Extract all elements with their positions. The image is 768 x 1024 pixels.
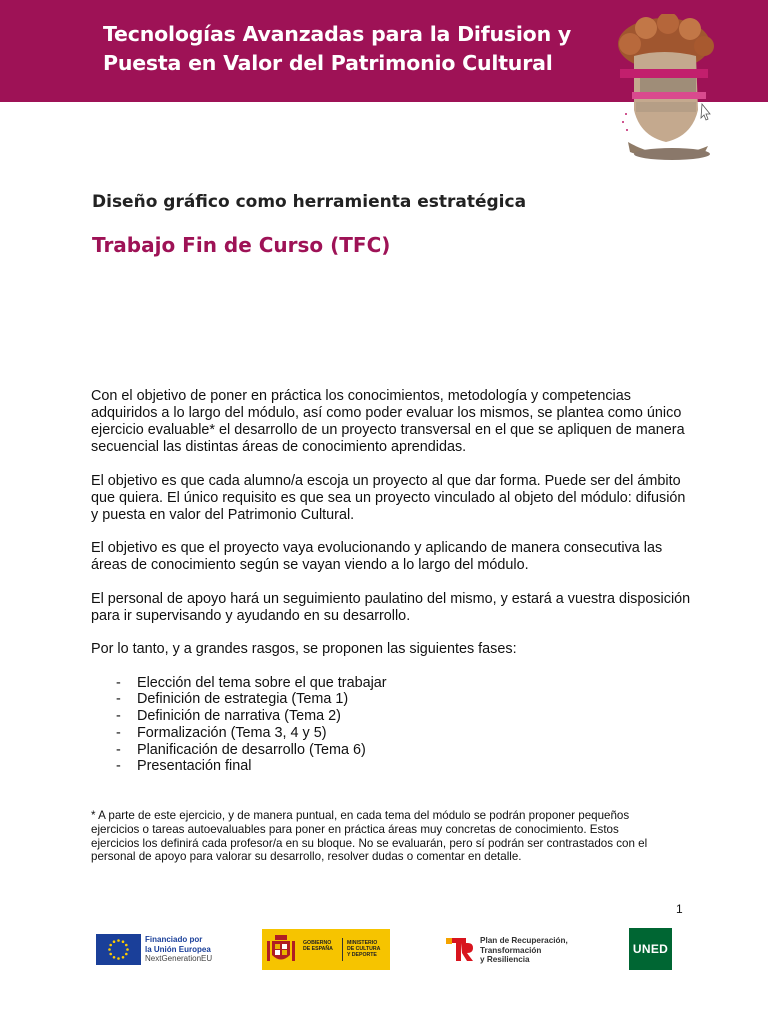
list-item (91, 758, 691, 775)
bust-glitch-band-2 (632, 92, 706, 99)
list-marker: - (116, 741, 121, 758)
ministry-text-line-2: DE CULTURA (347, 946, 381, 952)
cursor-icon (701, 104, 710, 120)
paragraph: El personal de apoyo hará un seguimiento paulatino del mismo, y estará a vuestra disposición para ir supervisando y ayudando en su desarrollo. (91, 590, 691, 624)
header-title (103, 20, 603, 78)
eu-text-line-3: NextGenerationEU (145, 954, 213, 963)
list-item-text: Elección del tema sobre el que trabajar (137, 674, 387, 691)
paragraph: El objetivo es que cada alumno/a escoja un proyecto al que dar forma. Puede ser del ámbito que quiera. El único requisito es que sea un proyecto vinculado al objeto del módulo: difusión y puesta en valor del Patrimonio Cultural. (91, 472, 686, 523)
prtr-text-line-2: Transformación (480, 945, 542, 955)
uned-logo: UNED (629, 928, 672, 970)
document-body (91, 388, 691, 775)
list-item (91, 725, 691, 742)
list-marker: - (116, 724, 121, 741)
list-item (91, 708, 691, 725)
list-item-text: Presentación final (137, 758, 252, 775)
list-marker: - (116, 758, 121, 775)
gob-text-line-2: DE ESPAÑA (303, 946, 333, 952)
recovery-plan-icon (444, 934, 474, 964)
list-item-text: Definición de narrativa (Tema 2) (137, 708, 341, 725)
paragraph: El objetivo es que el proyecto vaya evolucionando y aplicando de manera consecutiva las áreas de conocimiento según se vayan viendo a lo largo del módulo. (91, 540, 663, 573)
list-item (91, 691, 691, 708)
ministry-text-line-1: MINISTERIO (347, 940, 378, 946)
eu-text-line-2: la Unión Europea (145, 944, 211, 954)
government-of-spain-logo (262, 929, 390, 970)
coat-of-arms-icon (266, 933, 296, 966)
list-marker: - (116, 674, 121, 691)
classical-bust-illustration (612, 14, 722, 162)
list-item-text: Formalización (Tema 3, 4 y 5) (137, 724, 327, 741)
paragraph: Con el objetivo de poner en práctica los conocimientos, metodología y competencias adquiridos a lo largo del módulo, así como poder evaluar los mismos, se plantea como único ejercicio evaluable* el desarrollo de un proyecto transversal en el que se apliquen de manera secuencial las distintas áreas de conocimiento aprendidas. (91, 388, 685, 455)
paragraph: Por lo tanto, y a grandes rasgos, se proponen las siguientes fases: (91, 641, 517, 657)
ministry-text (347, 940, 380, 958)
prtr-text-line-1: Plan de Recuperación, (480, 936, 568, 945)
list-item-text: Definición de estrategia (Tema 1) (137, 691, 349, 708)
eu-text-line-1: Financiado por (145, 935, 203, 944)
recovery-plan-text (480, 936, 568, 965)
footnote: * A parte de este ejercicio, y de manera puntual, en cada tema del módulo se podrán proponer pequeños ejercicios o tareas autoevaluables para poner en práctica áreas muy concretas de conocimiento. Estos ejercicios los definirá cada profesor/a en su bloque. No se evaluarán, pero sí podrán ser contrastados con el personal de apoyo para valorar su desarrollo, resolver dudas o comentar en detalle. (91, 809, 648, 864)
list-item-text: Planificación de desarrollo (Tema 6) (137, 741, 366, 758)
prtr-text-line-3: y Resiliencia (480, 955, 530, 964)
eu-funding-logo (96, 934, 231, 966)
government-text (303, 940, 333, 952)
header-title-line-2: Puesta en Valor del Patrimonio Cultural (103, 51, 553, 75)
ministry-text-line-3: Y DEPORTE (347, 952, 377, 958)
recovery-plan-logo (444, 933, 584, 967)
header-title-line-1: Tecnologías Avanzadas para la Difusion y (103, 22, 572, 46)
list-marker: - (116, 708, 121, 725)
list-marker: - (116, 691, 121, 708)
list-item (91, 742, 691, 759)
document-subtitle: Diseño gráfico como herramienta estratégica (92, 192, 527, 212)
gob-text-line-1: GOBIERNO (303, 940, 332, 946)
bust-glitch-band-1 (620, 69, 708, 78)
logo-divider (342, 938, 343, 961)
eu-flag-icon (96, 934, 141, 965)
list-item (91, 675, 691, 692)
document-title: Trabajo Fin de Curso (TFC) (92, 233, 391, 257)
eu-funding-text (145, 935, 212, 964)
phase-list (91, 675, 691, 776)
page-number: 1 (676, 902, 683, 916)
